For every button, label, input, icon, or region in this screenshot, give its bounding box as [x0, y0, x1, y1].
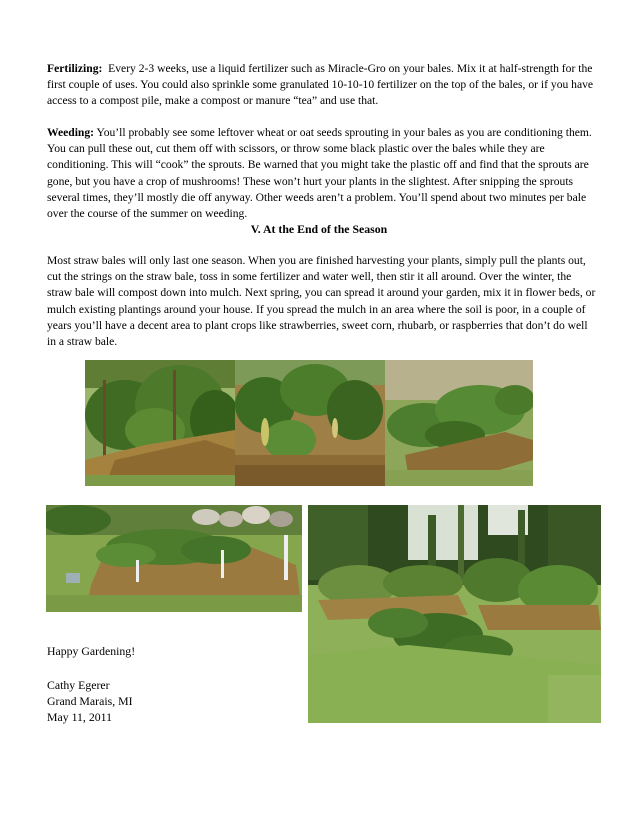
fertilizing-paragraph [47, 61, 599, 110]
fertilizing-text: Every 2-3 weeks, use a liquid fertilizer such as Miracle-Gro on your bales. Mix it at half-strength for the first couple of uses. You could also sprinkle some granulated 10-10-10 fertilizer on the top of the bales, or if you have access to a compost pile, make a compost or manure “tea” and use that. [47, 62, 594, 108]
end-of-season-paragraph [47, 253, 599, 350]
weeding-label: Weeding: [47, 126, 95, 139]
photo-yard-bale [46, 505, 302, 612]
fertilizing-label: Fertilizing: [47, 62, 103, 75]
signoff-greeting: Happy Gardening! [47, 644, 136, 658]
author-location: Grand Marais, MI [47, 694, 133, 708]
photo-tomato-bales [85, 360, 235, 486]
photo-garden-rows [308, 505, 601, 723]
author-name: Cathy Egerer [47, 678, 110, 692]
document-date: May 11, 2011 [47, 710, 112, 724]
end-of-season-text: Most straw bales will only last one season. When you are finished harvesting your plants, simply pull the plants out, cut the strings on the straw bale, toss in some fertilizer and water well, then stir it all around. Over the winter, the straw bale will compost down into mulch. Next spring, you can spread it around your garden, mix it in flower beds, or mulch existing plantings around your house. If you spread the mulch in an area where the soil is poor, in a couple of years you’ll have a decent area to plant crops like strawberries, sweet corn, rhubarb, or raspberries that don’t do well in a straw bale. [47, 254, 596, 349]
photo-pepper-bale [235, 360, 385, 486]
photo-squash-bale-image [385, 360, 533, 486]
weeding-paragraph [47, 125, 599, 222]
section-heading: V. At the End of the Season [250, 222, 388, 236]
weeding-text: You’ll probably see some leftover wheat or oat seeds sprouting in your bales as you are conditioning them. You can pull these out, cut them off with scissors, or throw some black plastic over the bales while they are conditioning. This will “cook” the sprouts. Be warned that you might take the plastic off and find that the sprouts are gone, but you have a crop of mushrooms! These won’t hurt your plants in the slightest. After snipping the sprouts several times, they’ll mostly die off anyway. Other weeds aren’t a problem. You’ll spend about two minutes per bale over the course of the summer on weeding. [47, 126, 592, 221]
photo-garden-rows-image [308, 505, 601, 723]
photo-pepper-bale-image [235, 360, 385, 486]
photo-squash-bale [385, 360, 533, 486]
photo-tomato-bales-image [85, 360, 235, 486]
photo-yard-bale-image [46, 505, 302, 612]
